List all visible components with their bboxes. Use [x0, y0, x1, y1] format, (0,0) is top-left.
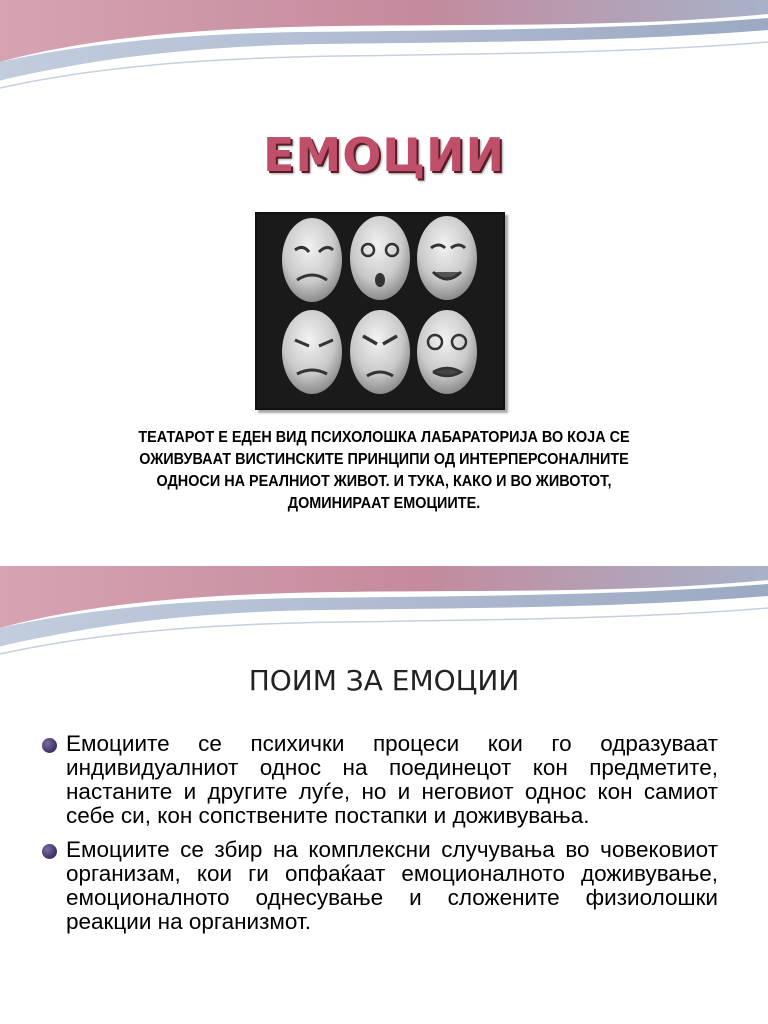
bullet-item — [40, 732, 718, 828]
mask-frightened — [417, 310, 477, 394]
header-wave-decoration — [0, 566, 768, 666]
mask-sad — [282, 218, 342, 302]
bullet-text: Емоциите се збир на комплексни случувања во човековиот организам, кои ги опфаќаат емоционалното доживување, емоционалното однесување и сложените физиолошки реакции на организмот. — [66, 837, 718, 934]
slide-title: ЕМОЦИИ — [263, 128, 505, 182]
slide-2 — [0, 566, 768, 1024]
header-wave-decoration — [0, 0, 768, 100]
bullet-text: Емоциите се психички процеси кои го одразуваат индивидуалниот однос на поединецот кон предметите, настаните и другите луѓе, но и неговиот однос кон самиот себе си, кон сопствените постапки и доживувања. — [66, 731, 718, 828]
caption-line: ДОМИНИРААТ ЕМОЦИИТЕ. — [287, 495, 481, 512]
bullet-item — [40, 838, 718, 934]
caption-text — [129, 427, 639, 515]
mask-disgusted — [282, 310, 342, 394]
bullet-dot-icon — [42, 844, 57, 859]
caption-line: ТЕАТАРОТ Е ЕДЕН ВИД ПСИХОЛОШКА ЛАБАРАТОРИЈА ВО КОЈА СЕ — [138, 429, 630, 446]
mask-angry — [350, 310, 410, 394]
bullet-dot-icon — [42, 738, 57, 753]
mask-surprised — [350, 216, 410, 300]
mask-smiling — [417, 216, 477, 300]
bullet-list — [40, 732, 718, 944]
theater-masks-image — [255, 212, 505, 410]
slide-title: ПОИМ ЗА ЕМОЦИИ — [248, 664, 520, 697]
caption-line: ОЖИВУВААТ ВИСТИНСКИТЕ ПРИНЦИПИ ОД ИНТЕРПЕРСОНАЛНИТЕ — [139, 451, 629, 468]
caption-line: ОДНОСИ НА РЕАЛНИОТ ЖИВОТ. И ТУКА, КАКО И ВО ЖИВОТОТ, — [156, 473, 612, 490]
